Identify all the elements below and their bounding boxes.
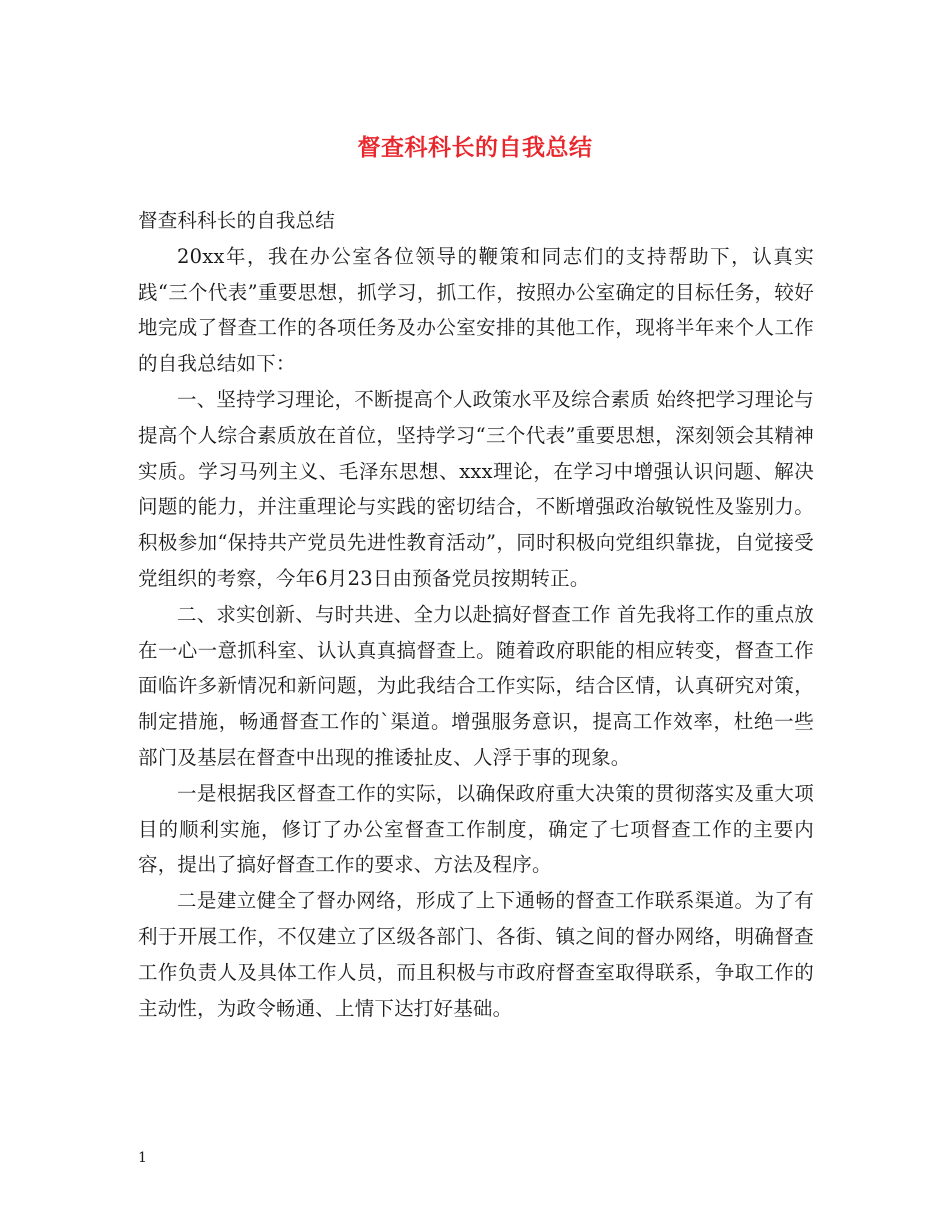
document-body <box>138 203 814 1026</box>
paragraph-section-two: 二、求实创新、与时共进、全力以赴搞好督查工作 首先我将工作的重点放在一心一意抓科室、认认真真搞督查上。随着政府职能的相应转变，督查工作面临许多新情况和新问题，为此我结合工作实际，结合区情，认真研究对策，制定措施，畅通督查工作的`渠道。增强服务意识，提高工作效率，杜绝一些部门及基层在督查中出现的推诿扯皮、人浮于事的现象。 <box>138 602 814 769</box>
document-subtitle: 督查科科长的自我总结 <box>138 209 336 232</box>
paragraph-intro: 20xx年，我在办公室各位领导的鞭策和同志们的支持帮助下，认真实践“三个代表”重要思想，抓学习，抓工作，按照办公室确定的目标任务，较好地完成了督查工作的各项任务及办公室安排的其他工作，现将半年来个人工作的自我总结如下： <box>138 244 814 376</box>
document-title: 督查科科长的自我总结 <box>357 134 593 161</box>
page-number: 1 <box>138 1150 147 1166</box>
paragraph-point-one: 一是根据我区督查工作的实际，以确保政府重大决策的贯彻落实及重大项目的顺利实施，修订了办公室督查工作制度，确定了七项督查工作的主要内容，提出了搞好督查工作的要求、方法及程序。 <box>138 781 814 877</box>
paragraph-point-two: 二是建立健全了督办网络，形成了上下通畅的督查工作联系渠道。为了有利于开展工作，不仅建立了区级各部门、各街、镇之间的督办网络，明确督查工作负责人及具体工作人员，而且积极与市政府督查室取得联系，争取工作的主动性，为政令畅通、上情下达打好基础。 <box>138 889 814 1020</box>
paragraph-section-one: 一、坚持学习理论，不断提高个人政策水平及综合素质 始终把学习理论与提高个人综合素质放在首位，坚持学习“三个代表”重要思想，深刻领会其精神实质。学习马列主义、毛泽东思想、xxx理论，在学习中增强认识问题、解决问题的能力，并注重理论与实践的密切结合，不断增强政治敏锐性及鉴别力。积极参加“保持共产党员先进性教育活动”，同时积极向党组织靠拢，自觉接受党组织的考察，今年6月23日由预备党员按期转正。 <box>138 387 814 590</box>
